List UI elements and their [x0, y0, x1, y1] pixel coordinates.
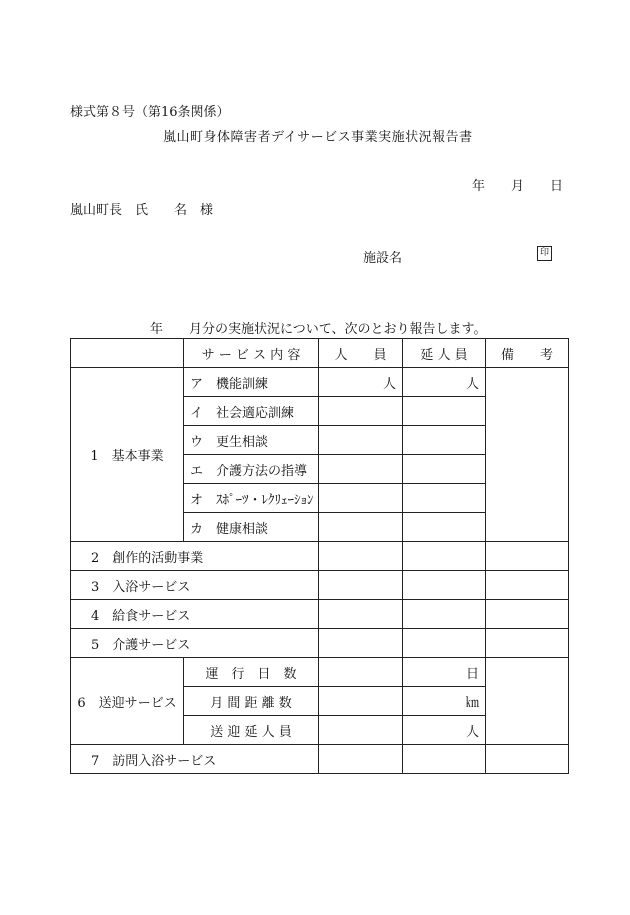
persons-cell[interactable]	[319, 397, 403, 426]
total-persons-unit: 人	[403, 368, 486, 397]
total-persons-cell[interactable]	[403, 542, 486, 571]
header-remarks: 備 考	[486, 339, 569, 368]
table-row	[71, 600, 569, 629]
meal-service-label: 4 給食サービス	[71, 600, 319, 629]
total-persons-cell[interactable]	[403, 397, 486, 426]
total-persons-cell[interactable]	[403, 629, 486, 658]
total-persons-cell[interactable]	[403, 513, 486, 542]
total-persons-cell[interactable]	[403, 455, 486, 484]
seal-mark: 印	[537, 246, 552, 261]
remarks-cell[interactable]	[486, 542, 569, 571]
table-row	[71, 368, 569, 397]
total-persons-cell[interactable]	[403, 426, 486, 455]
date-day-label: 日	[550, 179, 564, 194]
table-row	[71, 745, 569, 774]
visit-bath-service-label: 7 訪問入浴サービス	[71, 745, 319, 774]
bath-service-label: 3 入浴サービス	[71, 571, 319, 600]
basic-item: ア 機能訓練	[184, 368, 319, 397]
transport-unit: 人	[403, 716, 486, 745]
report-statement: 年 月分の実施状況について、次のとおり報告します。	[150, 322, 487, 337]
document-title: 嵐山町身体障害者デイサービス事業実施状況報告書	[163, 130, 473, 145]
total-persons-cell[interactable]	[403, 571, 486, 600]
header-blank-cell	[71, 339, 184, 368]
header-total-persons: 延 人 員	[403, 339, 486, 368]
total-persons-cell[interactable]	[403, 600, 486, 629]
table-row	[71, 658, 569, 687]
table-row	[71, 571, 569, 600]
transport-item: 送 迎 延 人 員	[184, 716, 319, 745]
basic-item: オ ｽﾎﾟｰﾂ・ﾚｸﾘｪｰｼｮﾝ	[184, 484, 319, 513]
persons-cell[interactable]	[319, 484, 403, 513]
report-table	[70, 338, 569, 774]
persons-cell[interactable]	[319, 513, 403, 542]
persons-cell[interactable]	[319, 716, 403, 745]
remarks-cell[interactable]	[486, 629, 569, 658]
remarks-cell[interactable]	[486, 571, 569, 600]
basic-item: カ 健康相談	[184, 513, 319, 542]
table-row	[71, 542, 569, 571]
table-header-row	[71, 339, 569, 368]
transport-service-label: 6 送迎サービス	[71, 658, 184, 745]
remarks-cell[interactable]	[486, 745, 569, 774]
total-persons-cell[interactable]	[403, 745, 486, 774]
transport-item: 運 行 日 数	[184, 658, 319, 687]
care-service-label: 5 介護サービス	[71, 629, 319, 658]
transport-remarks-cell[interactable]	[486, 658, 569, 745]
basic-item: エ 介護方法の指導	[184, 455, 319, 484]
addressee: 嵐山町長 氏 名 様	[70, 203, 214, 218]
date-month-label: 月	[511, 179, 525, 194]
transport-unit: 日	[403, 658, 486, 687]
creative-activity-label: 2 創作的活動事業	[71, 542, 319, 571]
persons-cell[interactable]	[319, 745, 403, 774]
transport-unit: ㎞	[403, 687, 486, 716]
total-persons-cell[interactable]	[403, 484, 486, 513]
persons-unit: 人	[319, 368, 403, 397]
facility-name-label: 施設名	[363, 251, 403, 266]
transport-item: 月 間 距 離 数	[184, 687, 319, 716]
persons-cell[interactable]	[319, 542, 403, 571]
persons-cell[interactable]	[319, 571, 403, 600]
date-year-label: 年	[472, 179, 486, 194]
persons-cell[interactable]	[319, 629, 403, 658]
basic-item: イ 社会適応訓練	[184, 397, 319, 426]
persons-cell[interactable]	[319, 600, 403, 629]
basic-item: ウ 更生相談	[184, 426, 319, 455]
header-service-content: サ ー ビ ス 内 容	[184, 339, 319, 368]
persons-cell[interactable]	[319, 455, 403, 484]
persons-cell[interactable]	[319, 426, 403, 455]
remarks-cell[interactable]	[486, 600, 569, 629]
form-number: 様式第８号（第16条関係）	[70, 105, 230, 120]
persons-cell[interactable]	[319, 658, 403, 687]
header-persons: 人 員	[319, 339, 403, 368]
basic-business-label: 1 基本事業	[71, 368, 184, 542]
basic-remarks-cell[interactable]	[486, 368, 569, 542]
persons-cell[interactable]	[319, 687, 403, 716]
table-row	[71, 629, 569, 658]
